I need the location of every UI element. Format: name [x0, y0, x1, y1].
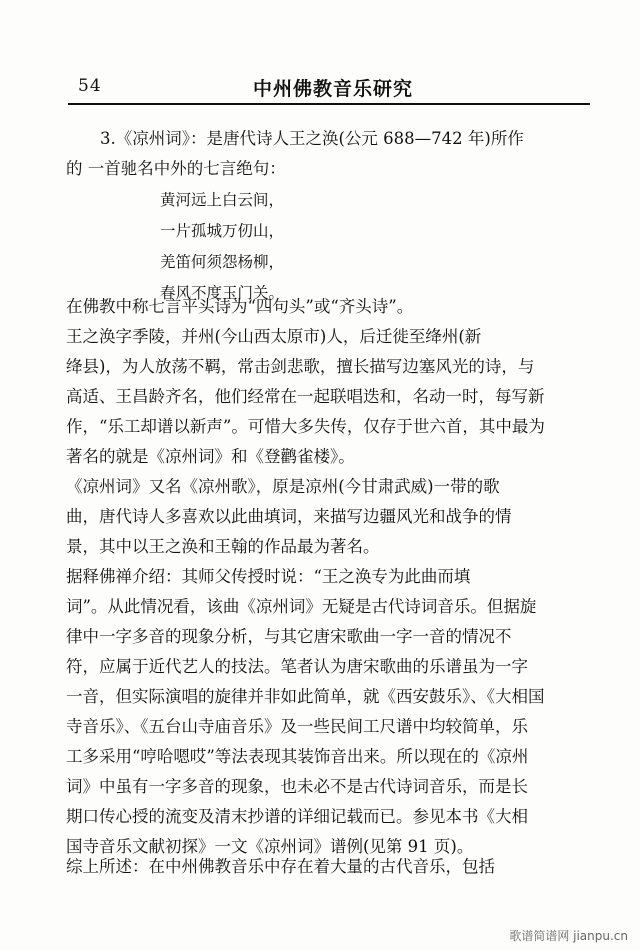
text-line: 寺音乐》、《五台山寺庙音乐》及一些民间工尺谱中均较简单，乐 [66, 717, 528, 736]
text-line: 符，应属于近代艺人的技法。笔者认为唐宋歌曲的乐谱虽为一字 [66, 657, 528, 676]
text-line: 景，其中以王之涣和王翰的作品最为著名。 [66, 537, 380, 556]
text-line: 综上所述：在中州佛教音乐中存在着大量的古代音乐，包括 [66, 857, 495, 876]
text-line: 工多采用“哼哈嗯哎”等法表现其装饰音出来。所以现在的《凉州 [66, 747, 529, 766]
watermark: 歌谱简谱网 jianpu.cn [509, 929, 628, 943]
text-line: 绛县)，为人放荡不羁，常击剑悲歌，擅长描写边塞风光的诗，与 [66, 357, 535, 376]
text-line: 词》中虽有一字多音的现象，也未必不是古代诗词音乐，而是长 [66, 777, 528, 796]
body-paragraphs [66, 292, 586, 862]
text-line: 一音，但实际演唱的旋律并非如此简单，就《西安鼓乐》、《大相国 [66, 687, 545, 706]
text-line: 著名的就是《凉州词》和《登鹳雀楼》。 [66, 447, 355, 466]
poem-line: 一片孤城万仞山， [160, 222, 285, 240]
poem-block [160, 185, 284, 309]
text-line: 3.《凉州词》：是唐代诗人王之涣(公元 688—742 年)所作 [100, 129, 524, 148]
text-line: 在佛教中称七言平头诗为“四句头”或“齐头诗”。 [66, 297, 414, 316]
text-line: 据释佛禅介绍：其师父传授时说：“王之涣专为此曲而填 [66, 567, 471, 586]
text-line: 的 一首驰名中外的七言绝句： [66, 159, 286, 178]
text-line: 律中一字多音的现象分析，与其它唐宋歌曲一字一音的情况不 [66, 627, 512, 646]
page-title: 中州佛教音乐研究 [253, 78, 414, 100]
poem-line: 羌笛何须怨杨柳， [160, 253, 285, 271]
text-line: 曲，唐代诗人多喜欢以此曲填词，来描写边疆风光和战争的情 [66, 507, 512, 526]
text-line: 作，“乐工却谱以新声”。可惜大多失传，仅存于世六首，其中最为 [66, 417, 545, 436]
text-line: 国寺音乐文献初探》一文《凉州词》谱例(见第 91 页)。 [66, 837, 474, 856]
poem-line: 春风不度玉门关。 [160, 284, 285, 302]
header-divider [68, 103, 590, 105]
poem-line: 黄河远上白云间， [160, 191, 285, 209]
text-line: 《凉州词》又名《凉州歌》，原是凉州(今甘肃武威)一带的歌 [66, 477, 500, 496]
text-line: 王之涣字季陵，并州(今山西太原市)人，后迁徙至绛州(新 [66, 327, 482, 346]
page-number: 54 [78, 76, 102, 96]
text-line: 高适、王昌龄齐名，他们经常在一起联唱迭和，名动一时，每写新 [66, 387, 545, 406]
closing-paragraph [66, 852, 586, 882]
intro-paragraph [66, 124, 586, 184]
text-line: 期口传心授的流变及清末抄谱的详细记载而已。参见本书《大相 [66, 807, 528, 826]
page-header [68, 74, 588, 100]
text-line: 词”。从此情况看，该曲《凉州词》无疑是古代诗词音乐。但据旋 [66, 597, 537, 616]
